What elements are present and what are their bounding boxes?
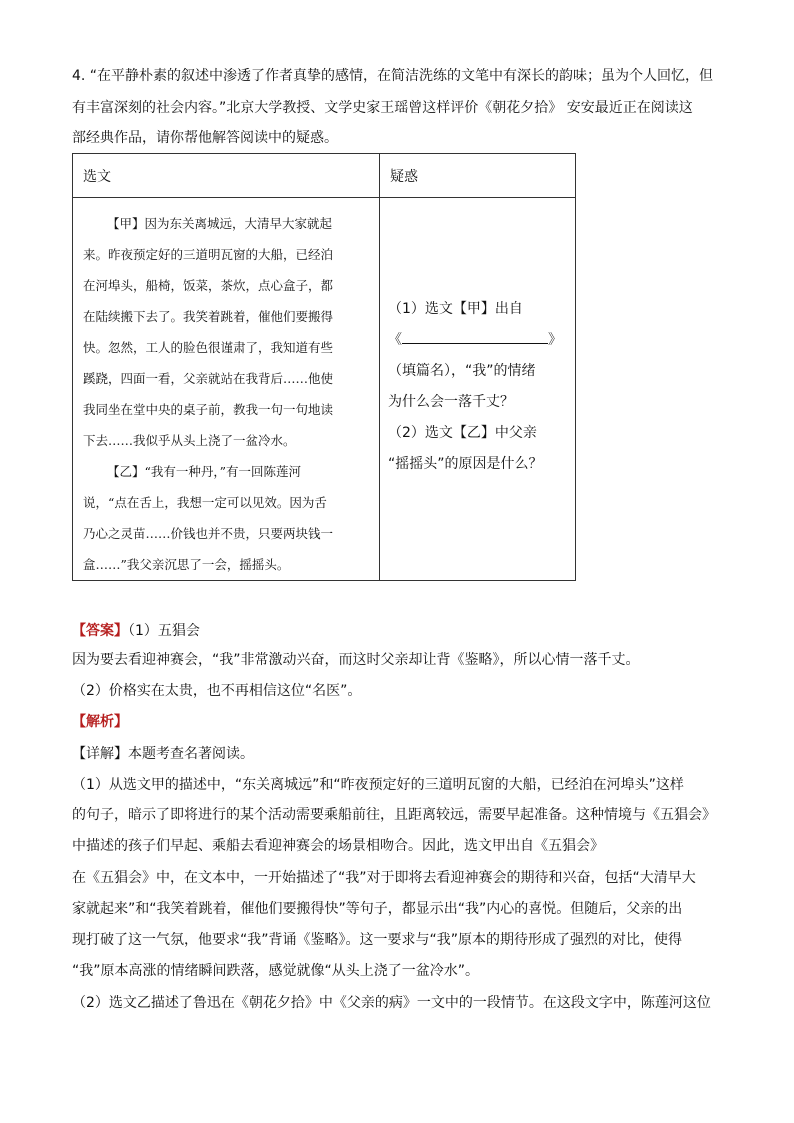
- detail-line: [72, 744, 732, 764]
- question-line-1: 4. “在平静朴素的叙述中渗透了作者真挚的感情，在简洁洗练的文笔中有深长的韵味；虽为个人回忆，但: [72, 68, 714, 84]
- passage-line: 【甲】因为东关离城远，大清早大家就起: [107, 216, 333, 231]
- doubt-q1-line1: （1）选文【甲】出自: [388, 301, 523, 317]
- analysis-line: 现打破了这一气氛，他要求“我”背诵《鉴略》。这一要求与“我”原本的期待形成了强烈的对比，使得: [72, 932, 683, 948]
- detail-text: 本题考查名著阅读。: [128, 746, 254, 762]
- analysis-line: 的句子，暗示了即将进行的某个活动需要乘船前往，且距离较远，需要早起准备。这种情境与《五猖会》: [72, 807, 716, 823]
- passage-line: 快。忽然，工人的脸色很谨肃了，我知道有些: [83, 340, 334, 355]
- doubt-q1-line4: 为什么会一落千丈？: [388, 394, 514, 410]
- passage-line: 在陆续搬下去了。我笑着跳着，催他们要搬得: [83, 309, 334, 324]
- fill-in-blank[interactable]: [402, 329, 548, 344]
- passage-line: 在河埠头，船椅，饭菜，茶炊，点心盒子，都: [83, 278, 334, 293]
- analysis-line: （1）从选文甲的描述中，“东关离城远”和“昨夜预定好的三道明瓦窗的大船，已经泊在河埠头”这样: [72, 777, 684, 793]
- analysis-line: （2）选文乙描述了鲁迅在《朝花夕拾》中《父亲的病》一文中的一段情节。在这段文字中，陈莲河这位: [72, 995, 711, 1011]
- doubt-q2-line1: （2）选文【乙】中父亲: [388, 425, 537, 441]
- reading-table: [72, 153, 576, 581]
- answer-label: 【答案】: [72, 623, 128, 639]
- header-passage: 选文: [73, 154, 380, 198]
- doubt-q1-blank-line: [388, 325, 567, 356]
- analysis-line: “我”原本高涨的情绪瞬间跌落，感觉就像“从头上浇了一盆冷水”。: [72, 963, 480, 979]
- doubt-q1-line3: （填篇名），“我”的情绪: [388, 363, 536, 379]
- analysis-label-line: [72, 712, 732, 732]
- book-mark-open: 《: [388, 332, 402, 348]
- passage-line: 说，“点在舌上，我想一定可以见效。因为舌: [83, 495, 327, 510]
- doubt-q2-line2: “摇摇头”的原因是什么？: [388, 456, 543, 472]
- answer-line-2: 因为要去看迎神赛会，“我”非常激动兴奋，而这时父亲却让背《鉴略》，所以心情一落千丈。: [72, 652, 640, 668]
- detail-label: 【详解】: [72, 746, 128, 762]
- passage-line: 我同坐在堂中央的桌子前，教我一句一句地读: [83, 402, 334, 417]
- question-line-2: 有丰富深刻的社会内容。”北京大学教授、文学史家王瑶曾这样评价《朝花夕拾》 安安最近正在阅读这: [72, 100, 693, 116]
- book-mark-close: 》: [548, 332, 562, 348]
- passage-line: 来。昨夜预定好的三道明瓦窗的大船，已经泊: [83, 247, 334, 262]
- answer-text-1: （1）五猖会: [128, 623, 200, 639]
- passage-line: 蹊跷，四面一看，父亲就站在我背后……他使: [83, 371, 334, 386]
- passage-line: 乃心之灵苗……价钱也并不贵，只要两块钱一: [83, 526, 334, 541]
- analysis-label: 【解析】: [72, 714, 128, 730]
- passage-cell: [73, 198, 380, 581]
- question-line-3: 部经典作品，请你帮他解答阅读中的疑惑。: [72, 130, 338, 146]
- passage-line: 【乙】“我有一种丹，”有一回陈莲河: [107, 464, 302, 479]
- answer-line-1: [72, 621, 732, 641]
- doubt-cell: [380, 198, 576, 581]
- passage-line: 盒……”我父亲沉思了一会，摇摇头。: [83, 557, 290, 572]
- answer-line-3: （2）价格实在太贵，也不再相信这位“名医”。: [72, 683, 362, 699]
- analysis-line: 家就起来”和“我笑着跳着，催他们要搬得快”等句子，都显示出“我”内心的喜悦。但随后，父亲的出: [72, 901, 683, 917]
- analysis-line: 中描述的孩子们早起、乘船去看迎神赛会的场景相吻合。因此，选文甲出自《五猖会》: [72, 838, 604, 854]
- passage-line: 下去……我似乎从头上浇了一盆冷水。: [83, 433, 296, 448]
- analysis-line: 在《五猖会》中，在文本中，一开始描述了“我”对于即将去看迎神赛会的期待和兴奋，包括“大清早大: [72, 870, 696, 886]
- header-doubt: 疑惑: [380, 154, 576, 198]
